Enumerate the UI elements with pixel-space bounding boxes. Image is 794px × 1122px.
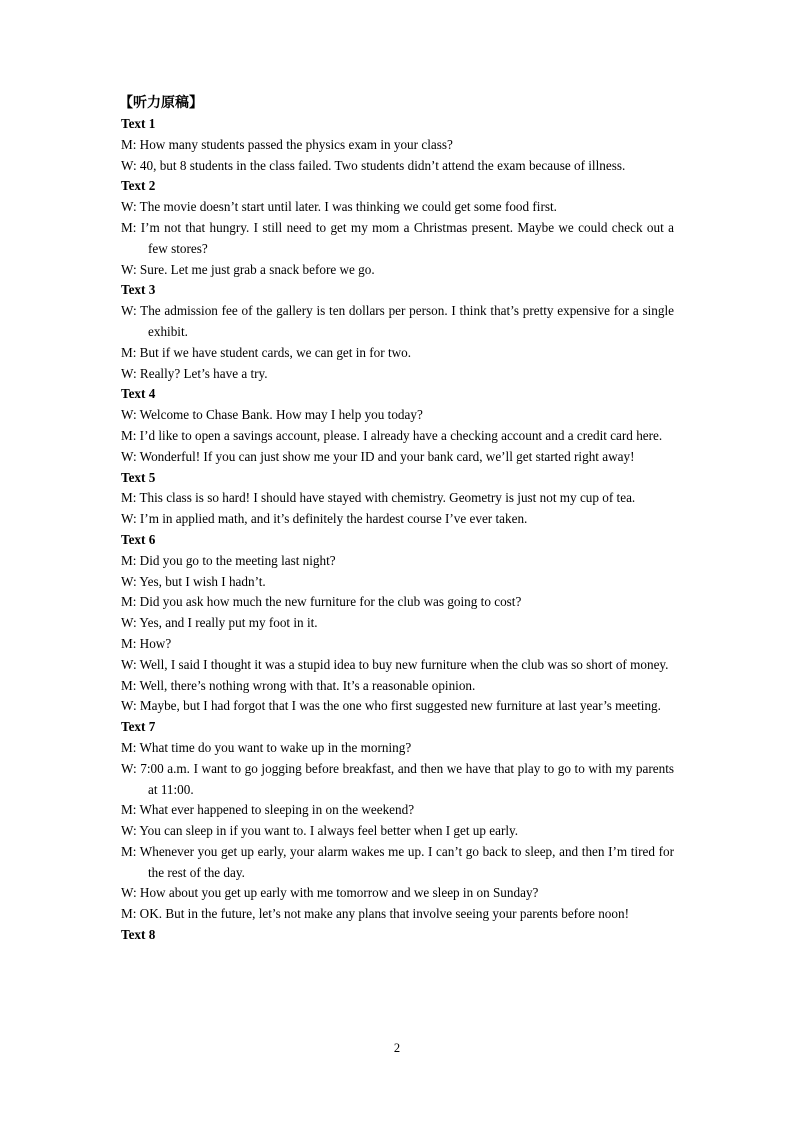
dialogue-line: M: OK. But in the future, let’s not make any plans that involve seeing your parents before noon!	[121, 906, 629, 922]
dialogue-line: M: Whenever you get up early, your alarm wakes me up. I can’t go back to sleep, and then I’m tired for the rest of the day.	[121, 843, 674, 880]
section-label: Text 1	[121, 116, 156, 131]
dialogue-line: W: I’m in applied math, and it’s definitely the hardest course I’ve ever taken.	[121, 511, 528, 527]
transcript-body	[121, 93, 674, 946]
dialogue-line: M: Did you ask how much the new furniture for the club was going to cost?	[121, 594, 522, 610]
dialogue-line: W: The admission fee of the gallery is ten dollars per person. I think that’s pretty expensive for a single exhibit.	[121, 303, 674, 339]
dialogue-line: M: How?	[121, 635, 172, 651]
section-label: Text 3	[121, 282, 156, 298]
section-label: Text 8	[121, 927, 156, 943]
dialogue-line: W: How about you get up early with me tomorrow and we sleep in on Sunday?	[121, 885, 539, 901]
transcript-section	[121, 176, 674, 280]
dialogue-line: W: Yes, and I really put my foot in it.	[121, 615, 318, 631]
dialogue-line: W: Welcome to Chase Bank. How may I help you today?	[121, 407, 423, 423]
dialogue-line: M: What ever happened to sleeping in on the weekend?	[121, 802, 415, 818]
transcript-section	[121, 925, 674, 946]
dialogue-line: W: Yes, but I wish I hadn’t.	[121, 573, 266, 589]
dialogue-line: W: Wonderful! If you can just show me your ID and your bank card, we’ll get started right away!	[121, 448, 635, 464]
transcript-section	[121, 114, 674, 176]
dialogue-line: M: What time do you want to wake up in the morning?	[121, 739, 412, 755]
dialogue-line: M: I’m not that hungry. I still need to get my mom a Christmas present. Maybe we could check out a few stores?	[121, 219, 674, 256]
dialogue-line: W: 40, but 8 students in the class failed. Two students didn’t attend the exam because of illness.	[121, 157, 626, 173]
transcript-section	[121, 280, 674, 384]
dialogue-line: M: Did you go to the meeting last night?	[121, 552, 336, 568]
dialogue-line: W: Sure. Let me just grab a snack before we go.	[121, 261, 375, 277]
dialogue-line: M: Well, there’s nothing wrong with that. It’s a reasonable opinion.	[121, 677, 476, 693]
dialogue-line: M: How many students passed the physics exam in your class?	[121, 136, 453, 152]
section-label: Text 2	[121, 178, 156, 194]
section-label: Text 6	[121, 531, 156, 547]
section-label: Text 5	[121, 469, 156, 485]
dialogue-line: M: But if we have student cards, we can get in for two.	[121, 344, 412, 360]
dialogue-line: M: I’d like to open a savings account, please. I already have a checking account and a credit card here.	[121, 427, 663, 443]
dialogue-line: W: Well, I said I thought it was a stupid idea to buy new furniture when the club was so short of money.	[121, 656, 669, 672]
transcript-section	[121, 384, 674, 467]
section-label: Text 7	[121, 719, 156, 735]
dialogue-line: W: 7:00 a.m. I want to go jogging before breakfast, and then we have that play to go to with my parents at 11:00.	[121, 760, 674, 797]
dialogue-line: W: You can sleep in if you want to. I always feel better when I get up early.	[121, 823, 519, 839]
dialogue-line: W: Maybe, but I had forgot that I was the one who first suggested new furniture at last year’s meeting.	[121, 698, 661, 714]
transcript-section	[121, 717, 674, 925]
dialogue-line: W: The movie doesn’t start until later. I was thinking we could get some food first.	[121, 199, 557, 215]
transcript-sections	[121, 114, 674, 946]
transcript-section	[121, 468, 674, 530]
section-label: Text 4	[121, 386, 156, 402]
page-number: 2	[393, 1041, 401, 1055]
dialogue-line: W: Really? Let’s have a try.	[121, 365, 268, 381]
dialogue-line: M: This class is so hard! I should have stayed with chemistry. Geometry is just not my cup of tea.	[121, 490, 636, 506]
page-heading: 【听力原稿】	[119, 96, 203, 111]
transcript-section	[121, 530, 674, 717]
